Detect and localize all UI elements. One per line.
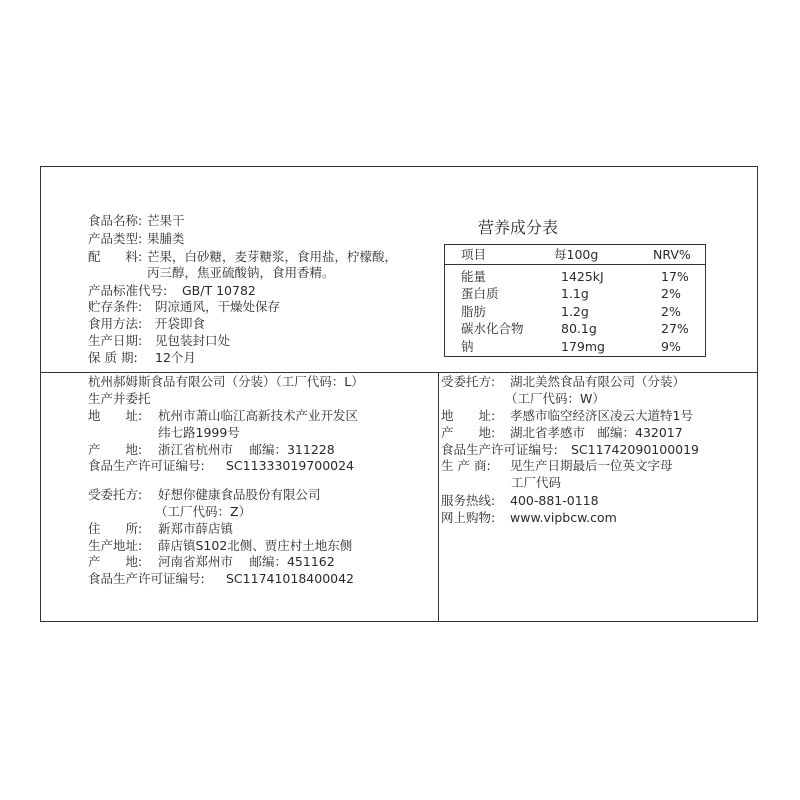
standard-value: GB/T 10782 <box>182 283 256 298</box>
left-company: 杭州郝姆斯食品有限公司（分装）（工厂代码：L） <box>88 374 364 389</box>
right-hotline-key: 服务热线: <box>441 493 496 508</box>
nutrient-amount: 1.1g <box>561 286 589 301</box>
ingredients-value-line2: 丙三醇，焦亚硫酸钠，食用香精。 <box>147 265 335 280</box>
left-prod-addr-key: 生产地址: <box>88 538 143 553</box>
ingredients-value-line1: 芒果，白砂糖，麦芽糖浆，食用盐，柠檬酸， <box>147 249 398 264</box>
right-producer-value-line1: 见生产日期最后一位英文字母 <box>510 458 673 473</box>
left-residence-value: 新郑市薛店镇 <box>158 521 234 536</box>
left-role: 生产并委托 <box>88 391 151 406</box>
usage-key: 食用方法: <box>88 316 143 331</box>
left-origin2-key: 产 地: <box>88 554 143 569</box>
nutrition-header-per100g: 每100g <box>554 247 599 262</box>
left-residence-key: 住 所: <box>88 521 143 536</box>
right-address-value: 孝感市临空经济区凌云大道特1号 <box>510 408 693 423</box>
nutrition-header-divider <box>445 264 705 265</box>
left-origin2-value: 河南省郑州市 邮编：451162 <box>158 554 335 569</box>
nutrition-title: 营养成分表 <box>478 218 559 237</box>
right-producer-value-line2: 工厂代码 <box>511 475 562 490</box>
right-license-key: 食品生产许可证编号: <box>441 442 558 457</box>
production-date-key: 生产日期: <box>88 333 143 348</box>
right-entrusted-value-line2: （工厂代码：W） <box>505 391 605 406</box>
nutrient-nrv: 2% <box>661 304 681 319</box>
nutrition-header-item: 项目 <box>461 247 487 262</box>
left-entrusted-value-line2: （工厂代码：Z） <box>155 504 252 519</box>
storage-value: 阴凉通风，干燥处保存 <box>155 299 281 314</box>
nutrient-name: 碳水化合物 <box>461 321 524 336</box>
nutrient-amount: 80.1g <box>561 321 597 336</box>
nutrient-nrv: 2% <box>661 286 681 301</box>
nutrient-amount: 1425kJ <box>561 269 604 284</box>
ingredients-key: 配 料: <box>88 249 143 264</box>
nutrient-nrv: 17% <box>661 269 689 284</box>
left-license2-key: 食品生产许可证编号: <box>88 571 205 586</box>
left-origin-key: 产 地: <box>88 442 143 457</box>
nutrient-name: 钠 <box>461 339 474 354</box>
shelf-life-key: 保 质 期: <box>88 350 138 365</box>
production-date-value: 见包装封口处 <box>155 333 231 348</box>
nutrient-name: 能量 <box>461 269 487 284</box>
left-prod-addr-value: 薛店镇S102北侧、贾庄村土地东侧 <box>158 538 353 553</box>
product-category-value: 果脯类 <box>147 231 185 246</box>
right-address-key: 地 址: <box>441 408 496 423</box>
left-address-value-line2: 纬七路1999号 <box>158 425 240 440</box>
right-license-value: SC11742090100019 <box>571 442 700 457</box>
nutrition-header-nrv: NRV% <box>653 247 691 262</box>
right-entrusted-value-line1: 湖北美然食品有限公司（分装） <box>510 374 686 389</box>
left-license-key: 食品生产许可证编号: <box>88 458 205 473</box>
nutrient-amount: 179mg <box>561 339 605 354</box>
right-origin-value: 湖北省孝感市 邮编：432017 <box>510 425 683 440</box>
product-name-key: 食品名称: <box>88 213 143 228</box>
right-hotline-value: 400-881-0118 <box>510 493 599 508</box>
usage-value: 开袋即食 <box>155 316 206 331</box>
left-entrusted-key: 受委托方: <box>88 487 143 502</box>
right-origin-key: 产 地: <box>441 425 496 440</box>
nutrient-nrv: 27% <box>661 321 689 336</box>
nutrient-name: 脂肪 <box>461 304 487 319</box>
right-online-key: 网上购物: <box>441 510 496 525</box>
column-divider <box>438 372 439 621</box>
nutrition-table <box>444 244 706 357</box>
left-address-key: 地 址: <box>88 408 143 423</box>
left-address-value-line1: 杭州市萧山临江高新技术产业开发区 <box>158 408 359 423</box>
nutrient-nrv: 9% <box>661 339 681 354</box>
product-name-value: 芒果干 <box>147 213 185 228</box>
product-category-key: 产品类型: <box>88 231 143 246</box>
standard-key: 产品标准代号: <box>88 283 168 298</box>
right-entrusted-key: 受委托方: <box>441 374 496 389</box>
section-divider <box>41 372 757 373</box>
right-online-value: www.vipbcw.com <box>510 510 617 525</box>
left-license-value: SC11333019700024 <box>226 458 355 473</box>
right-producer-key: 生 产 商: <box>441 458 491 473</box>
nutrient-amount: 1.2g <box>561 304 589 319</box>
nutrient-name: 蛋白质 <box>461 286 499 301</box>
storage-key: 贮存条件: <box>88 299 143 314</box>
left-license2-value: SC11741018400042 <box>226 571 355 586</box>
left-origin-value: 浙江省杭州市 邮编：311228 <box>158 442 335 457</box>
left-entrusted-value-line1: 好想你健康食品股份有限公司 <box>158 487 321 502</box>
shelf-life-value: 12个月 <box>155 350 196 365</box>
